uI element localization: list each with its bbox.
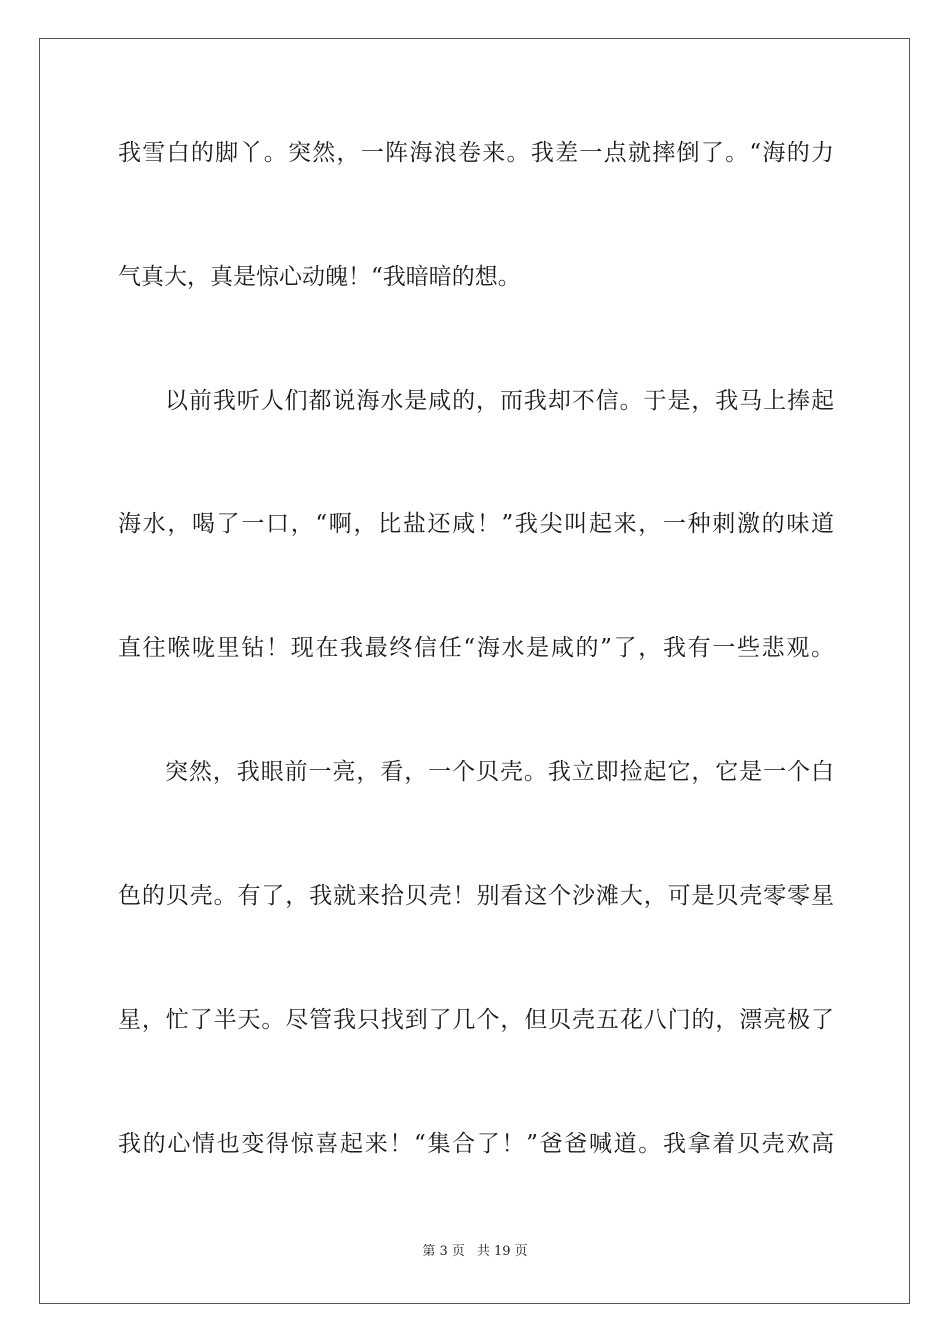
text-line: 星，忙了半天。尽管我只找到了几个，但贝壳五花八门的，漂亮极了 [118,1007,834,1033]
text-line: 突然，我眼前一亮，看，一个贝壳。我立即捡起它，它是一个白 [165,759,834,785]
page-number: 第 3 页 [422,1244,465,1259]
text-line: 海水，喝了一口，“啊，比盐还咸！”我尖叫起来，一种刺激的味道 [118,511,834,537]
page-border [39,38,910,1304]
text-line: 直往喉咙里钻！现在我最终信任“海水是咸的”了，我有一些悲观。 [118,635,834,661]
text-line: 我的心情也变得惊喜起来！“集合了！”爸爸喊道。我拿着贝壳欢高 [118,1131,834,1157]
page-footer [0,1244,950,1260]
page-total: 共 19 页 [476,1244,528,1259]
text-line: 我雪白的脚丫。突然，一阵海浪卷来。我差一点就摔倒了。“海的力 [118,140,834,166]
text-line: 以前我听人们都说海水是咸的，而我却不信。于是，我马上捧起 [165,388,834,414]
text-line: 气真大，真是惊心动魄！“我暗暗的想。 [118,264,521,290]
text-line: 色的贝壳。有了，我就来拾贝壳！别看这个沙滩大，可是贝壳零零星 [118,883,834,909]
